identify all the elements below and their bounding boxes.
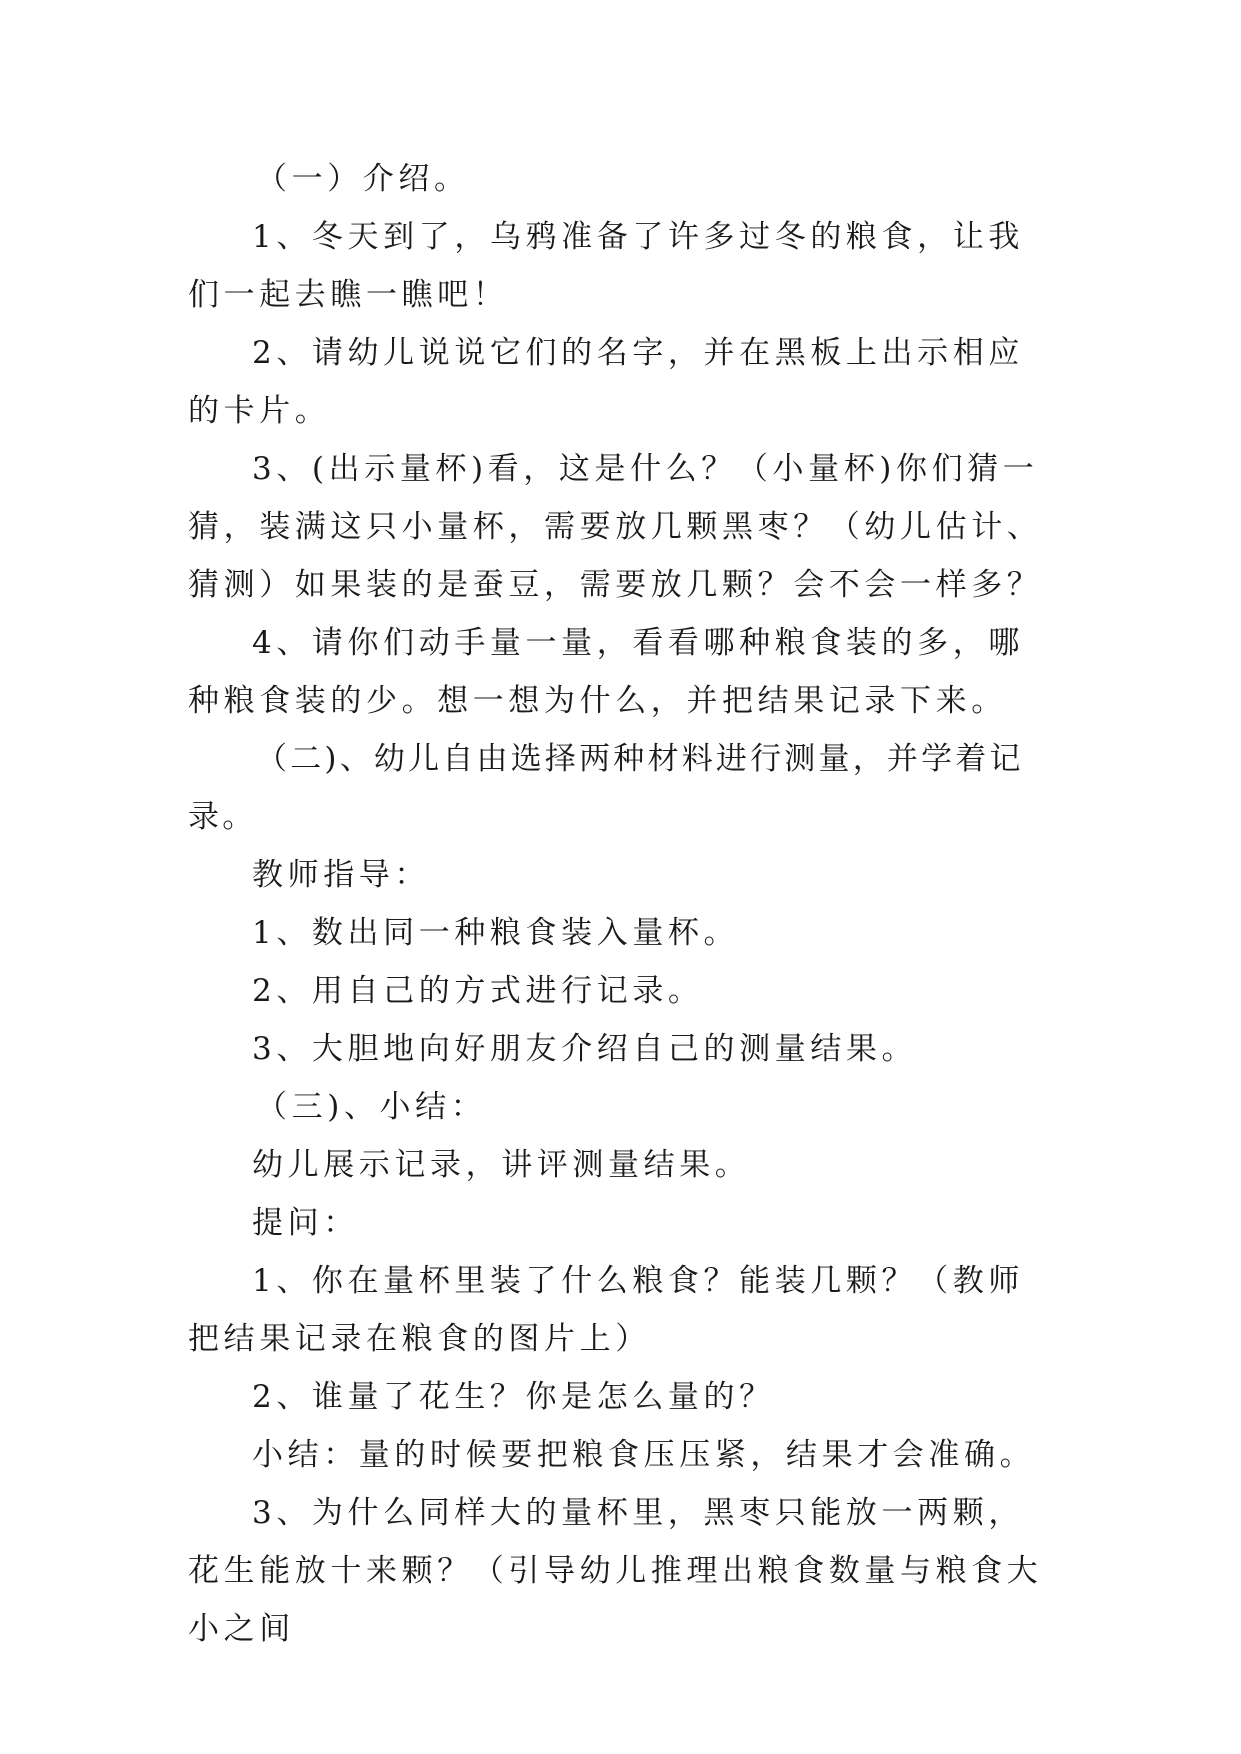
paragraph-show-records: 幼儿展示记录，讲评测量结果。 (252, 1147, 751, 1183)
paragraph-step-4: 4、请你们动手量一量，看看哪种粮食装的多，哪种粮食装的少。想一想为什么，并把结果记录下来。 (188, 625, 1024, 719)
paragraph-guidance-2: 2、用自己的方式进行记录。 (252, 973, 704, 1009)
paragraph-step-3: 3、(出示量杯)看，这是什么？（小量杯)你们猜一猜，装满这只小量杯，需要放几颗黑枣？（幼儿估计、猜测）如果装的是蚕豆，需要放几颗？会不会一样多？ (188, 451, 1043, 603)
document-body (188, 150, 1058, 1658)
paragraph-question-2: 2、谁量了花生？你是怎么量的？ (252, 1379, 775, 1415)
paragraph-question-3: 3、为什么同样大的量杯里，黑枣只能放一两颗，花生能放十来颗？（引导幼儿推理出粮食数量与粮食大小之间 (188, 1495, 1043, 1647)
section-heading-summary: （三)、小结： (256, 1089, 487, 1125)
section-heading-intro: （一）介绍。 (256, 161, 470, 197)
paragraph-summary-note: 小结：量的时候要把粮食压压紧，结果才会准确。 (252, 1437, 1036, 1473)
paragraph-step-2: 2、请幼儿说说它们的名字，并在黑板上出示相应的卡片。 (188, 335, 1024, 429)
paragraph-guidance-3: 3、大胆地向好朋友介绍自己的测量结果。 (252, 1031, 918, 1067)
paragraph-guidance-1: 1、数出同一种粮食装入量杯。 (252, 915, 740, 951)
paragraph-teacher-guidance: 教师指导： (252, 857, 430, 893)
paragraph-step-1: 1、冬天到了，乌鸦准备了许多过冬的粮食，让我们一起去瞧一瞧吧！ (188, 219, 1024, 313)
paragraph-questions: 提问： (252, 1205, 359, 1241)
section-heading-measure: （二)、幼儿自由选择两种材料进行测量，并学着记录。 (188, 741, 1024, 835)
paragraph-question-1: 1、你在量杯里装了什么粮食？能装几颗？（教师把结果记录在粮食的图片上） (188, 1263, 1024, 1357)
